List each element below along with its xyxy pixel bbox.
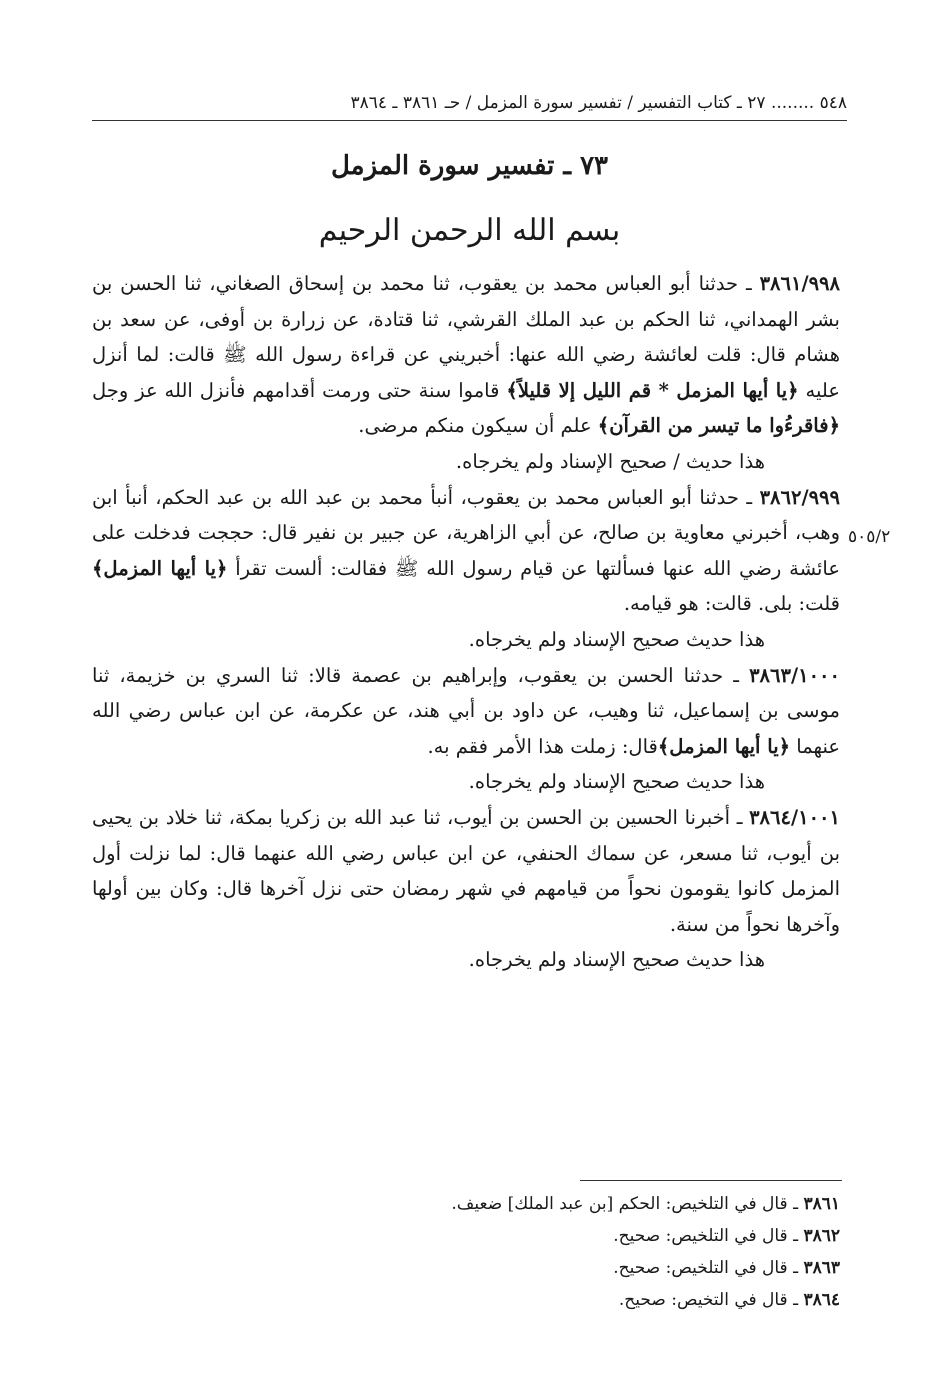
footnote xyxy=(300,1188,840,1220)
hadith-paragraph xyxy=(92,480,840,622)
hadith-text: ـ أخبرنا الحسين بن الحسن بن أيوب، ثنا عبد الله بن زكريا بمكة، ثنا خلاد بن يحيى بن أيوب، ثنا مسعر، عن سماك الحنفي، عن ابن عباس رضي الله عنهما قال: لما نزلت أول المزمل كانوا يقومون نحواً من قيامهم في شهر رمضان حتى نزل آخرها قال: وكان بين أولها وآخرها نحواً من سنة. xyxy=(92,805,840,936)
margin-page-reference: ٥٠٥/٢ xyxy=(848,527,891,547)
footnote xyxy=(300,1284,840,1316)
hadith-number: ٣٨٦٣/١٠٠٠ xyxy=(749,663,840,687)
quran-verse: ﴿يا أيها المزمل﴾ xyxy=(657,734,791,758)
header-divider xyxy=(92,120,847,121)
hadith-text: ـ حدثنا أبو العباس محمد بن يعقوب، ثنا محمد بن إسحاق الصغاني، ثنا الحسن بن بشر الهمداني، ثنا الحكم بن عبد الملك القرشي، ثنا قتادة، عن زرارة بن أوفى، عن سعد بن هشام قال: قلت لعائشة رضي الله عنها: أخبريني عن قراءة رسول الله ﷺ قالت: لما أنزل عليه xyxy=(92,272,840,402)
quran-verse: ﴿يا أيها المزمل﴾ xyxy=(92,556,228,580)
hadith-number: ٣٨٦١/٩٩٨ xyxy=(759,272,840,295)
hadith-grading: هذا حديث / صحيح الإسناد ولم يخرجاه. xyxy=(455,449,765,473)
page-number: ٥٤٨ xyxy=(819,93,847,113)
hadith-text: قاموا سنة حتى ورمت أقدامهم فأنزل الله عز وجل xyxy=(92,378,500,402)
hadith-grading: هذا حديث صحيح الإسناد ولم يخرجاه. xyxy=(468,948,765,972)
running-title: ٢٧ ـ كتاب التفسير / تفسير سورة المزمل / حـ ٣٨٦١ ـ ٣٨٦٤ xyxy=(350,93,766,113)
footnote-text: ـ قال في التلخيص: الحكم [بن عبد الملك] ضعيف. xyxy=(451,1194,799,1214)
footnote xyxy=(300,1252,840,1284)
footnote xyxy=(300,1220,840,1252)
hadith-number: ٣٨٦٢/٩٩٩ xyxy=(759,485,840,509)
quran-verse: ﴿فاقرءُوا ما تيسر من القرآن﴾ xyxy=(597,414,840,438)
footnote-text: ـ قال في التلخيص: صحيح. xyxy=(613,1226,799,1246)
page-title: ٧٣ ـ تفسير سورة المزمل xyxy=(330,151,609,181)
hadith-paragraph xyxy=(92,266,840,444)
footnote-divider xyxy=(580,1180,842,1181)
hadith-text: قال: زملت هذا الأمر فقم به. xyxy=(427,734,658,758)
basmala: بسم الله الرحمن الرحيم xyxy=(318,213,621,248)
footnote-number: ٣٨٦١ xyxy=(803,1194,840,1214)
quran-verse: ﴿يا أيها المزمل * قم الليل إلا قليلاً﴾ xyxy=(506,378,799,402)
footnote-number: ٣٨٦٢ xyxy=(803,1226,840,1246)
main-text xyxy=(92,266,840,978)
hadith-paragraph xyxy=(92,658,840,765)
header-leader-dots: ........ xyxy=(770,93,815,113)
footnote-number: ٣٨٦٤ xyxy=(803,1290,840,1310)
hadith-grading: هذا حديث صحيح الإسناد ولم يخرجاه. xyxy=(468,627,765,651)
footnotes xyxy=(300,1188,840,1316)
footnote-text: ـ قال في التلخيص: صحيح. xyxy=(613,1258,799,1278)
hadith-text: علم أن سيكون منكم مرضى. xyxy=(358,414,592,438)
hadith-grading: هذا حديث صحيح الإسناد ولم يخرجاه. xyxy=(468,770,765,794)
footnote-number: ٣٨٦٣ xyxy=(803,1258,840,1278)
hadith-paragraph xyxy=(92,800,840,942)
hadith-number: ٣٨٦٤/١٠٠١ xyxy=(749,805,840,829)
running-header xyxy=(92,88,847,118)
footnote-text: ـ قال في التخيص: صحيح. xyxy=(618,1290,799,1310)
hadith-text: ـ حدثنا أبو العباس محمد بن يعقوب، أنبأ محمد بن عبد الله بن عبد الحكم، أنبأ ابن وهب، أخبرني معاوية بن صالح، عن أبي الزاهرية، عن جبير بن نفير قال: حججت فدخلت على عائشة رضي الله عنها فسألتها عن قيام رسول الله ﷺ فقالت: ألست تقرأ xyxy=(92,485,840,580)
hadith-text: قلت: بلى. قالت: هو قيامه. xyxy=(623,592,840,616)
hadith-text: ـ حدثنا الحسن بن يعقوب، وإبراهيم بن عصمة قالا: ثنا السري بن خزيمة، ثنا موسى بن إسماعيل، ثنا وهيب، عن داود بن أبي هند، عن عكرمة، عن ابن عباس رضي الله عنهما xyxy=(92,663,840,758)
